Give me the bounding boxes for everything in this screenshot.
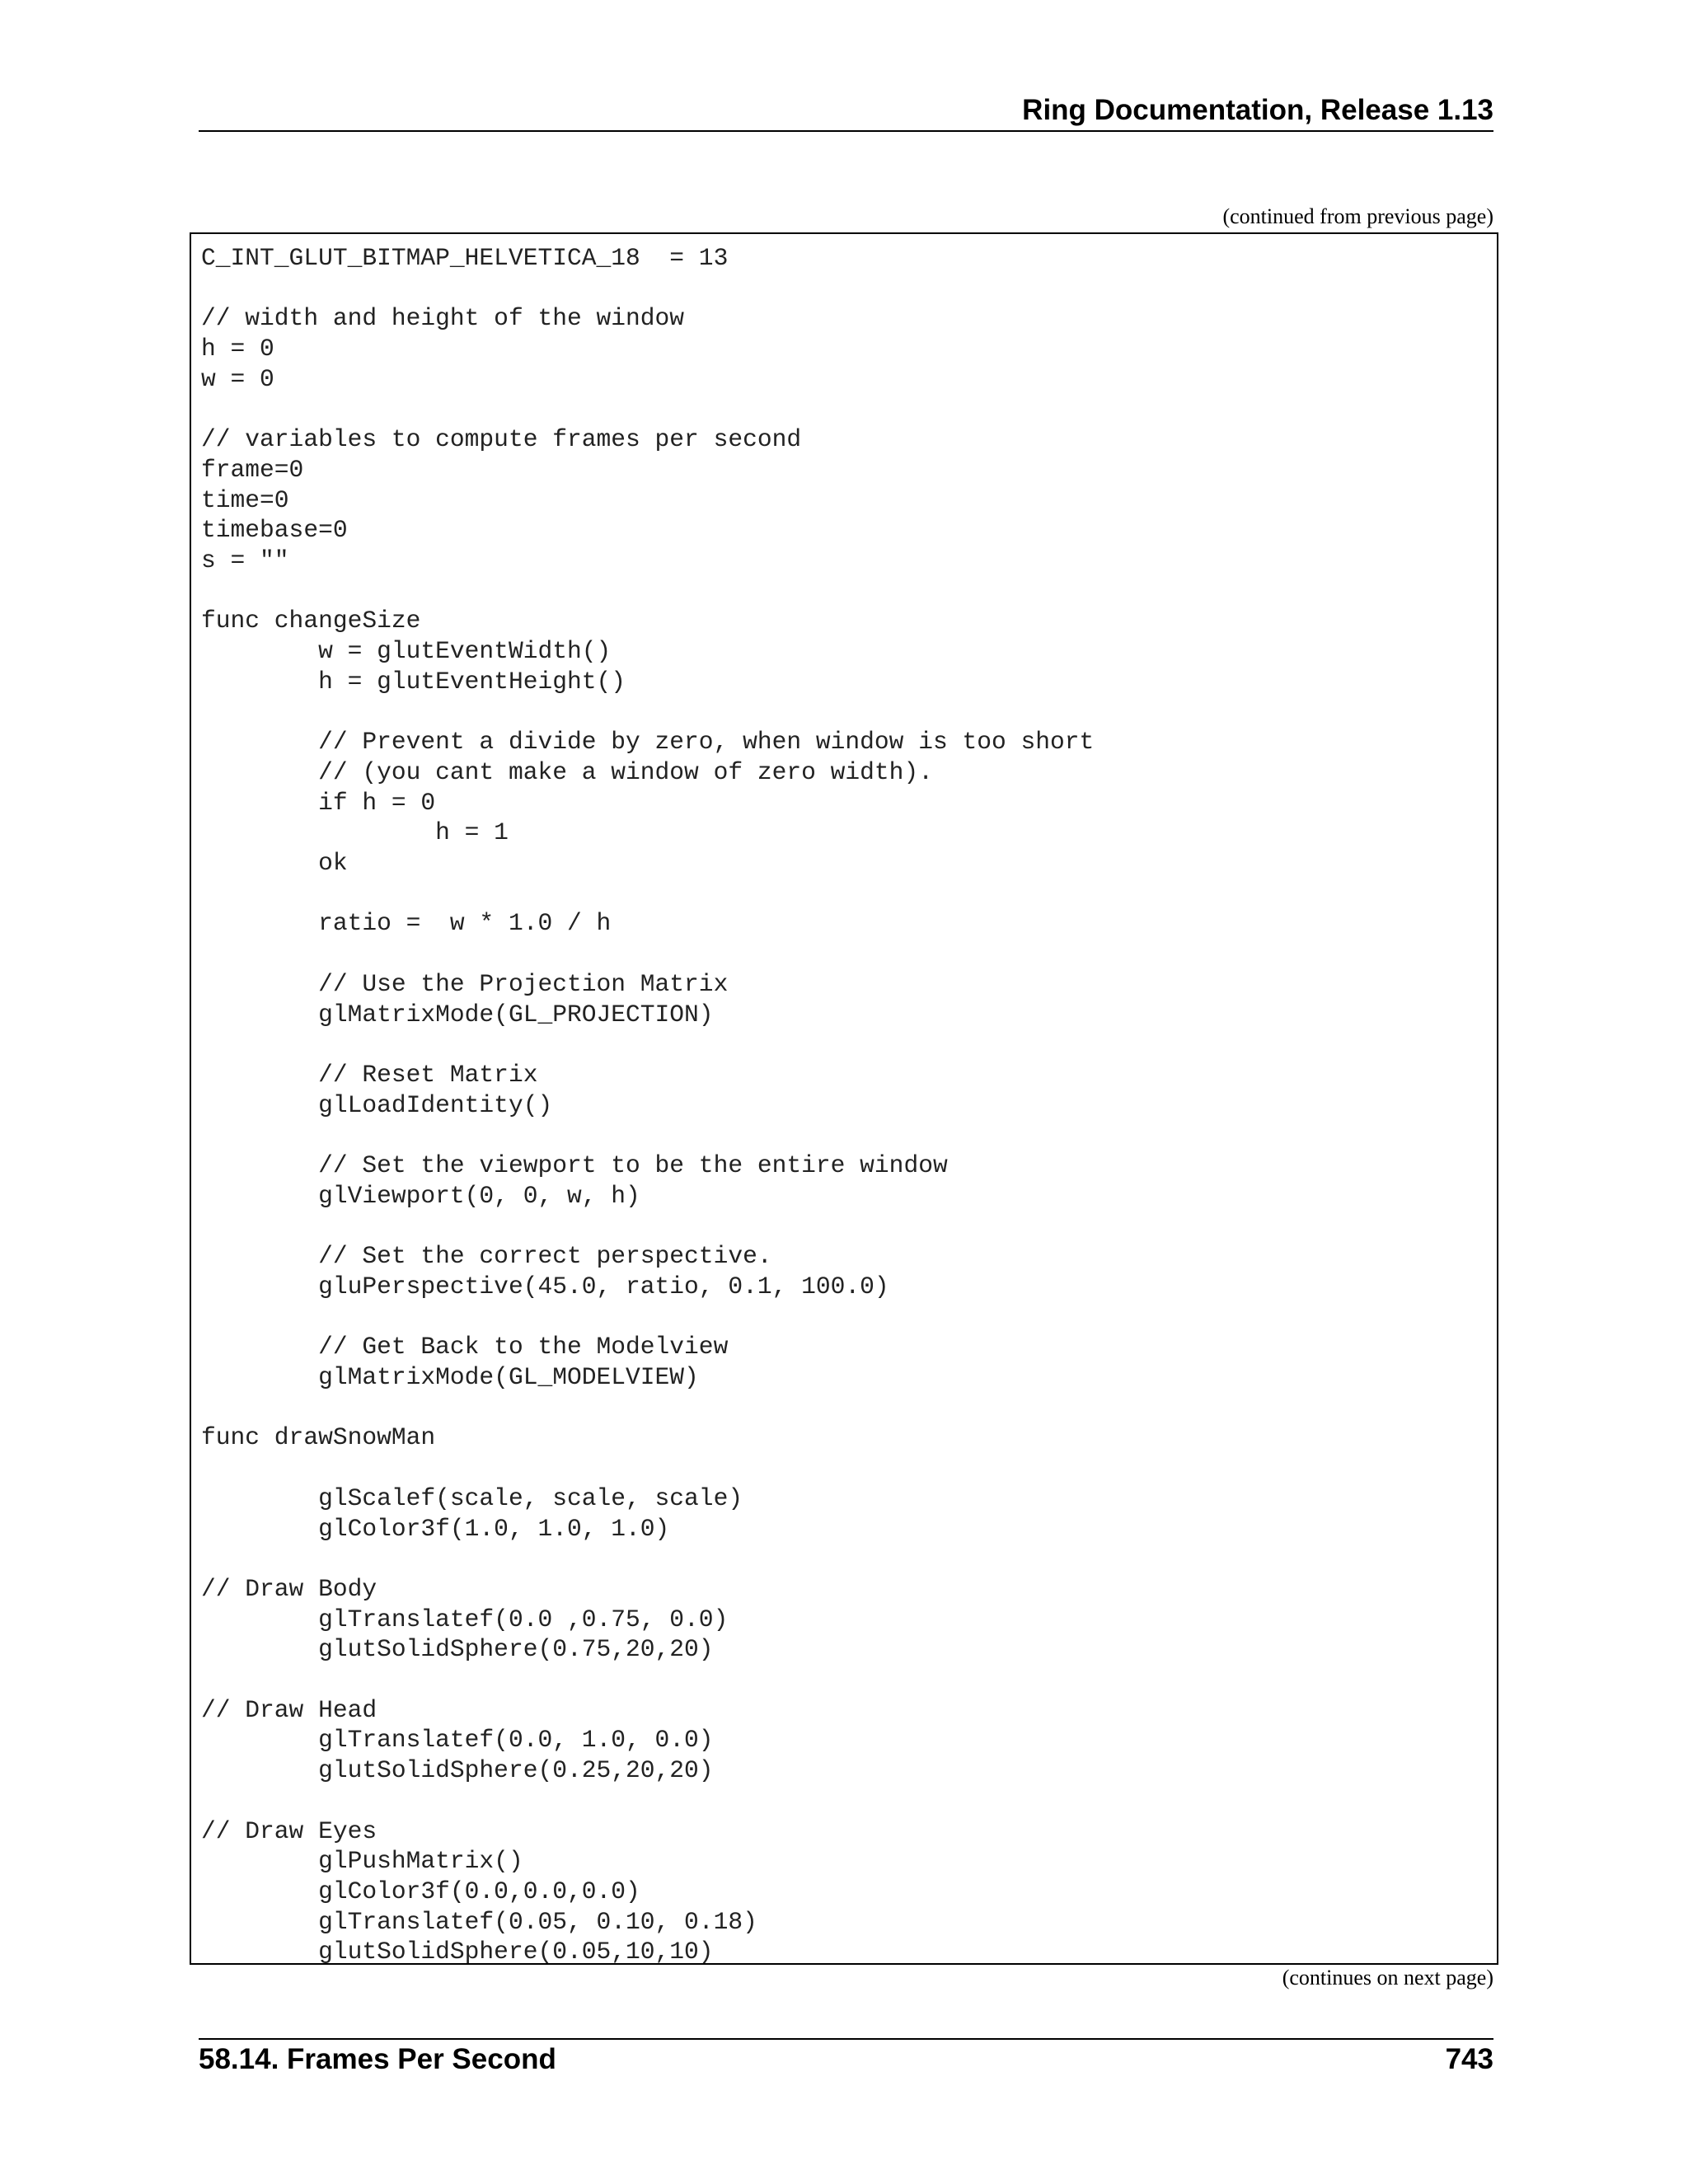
continues-on-next-note: (continues on next page)	[1282, 1966, 1493, 1990]
running-header-title: Ring Documentation, Release 1.13	[1022, 94, 1493, 126]
code-listing: C_INT_GLUT_BITMAP_HELVETICA_18 = 13 // width and height of the window h = 0 w = 0 // variables to compute frames per second frame=0 time=0 timebase=0 s = "" func changeSize w = glutEventWidth() h = glutEventHeight() // Prevent a divide by zero, when window is too short // (you cant make a window of zero width). if h = 0 h = 1 ok ratio = w * 1.0 / h // Use the Projection Matrix glMatrixMode(GL_PROJECTION) // Reset Matrix glLoadIdentity() // Set the viewport to be the entire window glViewport(0, 0, w, h) // Set the correct perspective. gluPerspective(45.0, ratio, 0.1, 100.0) // Get Back to the Modelview glMatrixMode(GL_MODELVIEW) func drawSnowMan glScalef(scale, scale, scale) glColor3f(1.0, 1.0, 1.0) // Draw Body glTranslatef(0.0 ,0.75, 0.0) glutSolidSphere(0.75,20,20) // Draw Head glTranslatef(0.0, 1.0, 0.0) glutSolidSphere(0.25,20,20) // Draw Eyes glPushMatrix() glColor3f(0.0,0.0,0.0) glTranslatef(0.05, 0.10, 0.18) glutSolidSphere(0.05,10,10)	[201, 244, 1095, 1965]
continued-from-previous-note: (continued from previous page)	[1222, 204, 1493, 228]
code-block	[190, 232, 1498, 1965]
page-number: 743	[1445, 2043, 1493, 2075]
footer-section-title: 58.14. Frames Per Second	[199, 2043, 556, 2075]
header-rule	[199, 130, 1493, 132]
footer-rule	[199, 2038, 1493, 2040]
